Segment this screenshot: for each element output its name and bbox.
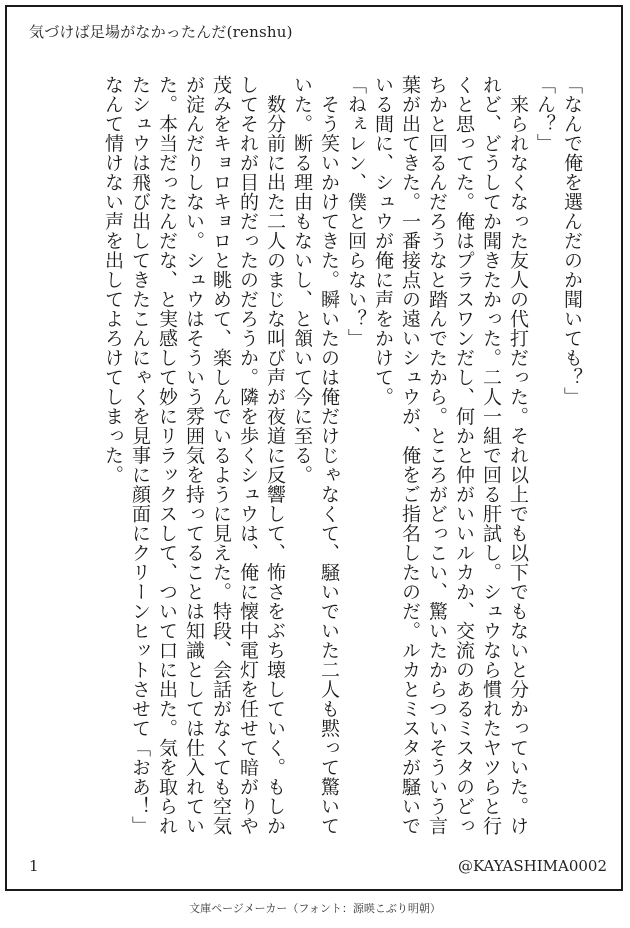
page-title: 気づけば足場がなかったんだ(renshu) [29,23,293,41]
page-number: 1 [29,857,39,875]
paragraph: 「ん？」 [534,75,556,153]
author-handle: @KAYASHIMA0002 [457,857,607,875]
paragraph: 来られなくなった友人の代打だった。それ以上でも以下でもないと分かっていた。けれど、どうしてか聞きたかった。二人一組で回る肝試し。シュウなら慣れたヤツらと行くと思ってた。俺はプラスワンだし、何かと仲がいいルカか、交流のあるミスタのどっちかと回るんだろうなと踏んでたから。ところがどっこい、驚いたからついそういう言葉が出てきた。一番接点の遠いシュウが、俺をご指名したのだ。ルカとミスタが騒いでいる間に、シュウが俺に声をかけて。 [372,75,529,836]
paragraph: 「なんで俺を選んだのか聞いても？」 [561,75,583,407]
paragraph: 「ねぇレン、僕と回らない？」 [345,75,367,348]
generator-credit: 文庫ページメーカー（フォント：源暎こぶり明朝） [189,902,441,915]
novel-body-text [43,75,585,845]
paragraph: そう笑いかけてきた。瞬いたのは俺だけじゃなくて、騒いでいた二人も黙って驚いていた。断る理由もないし、と頷いて今に至る。 [291,75,340,836]
page-frame [5,5,623,891]
paragraph: 数分前に出た二人のまじな叫び声が夜道に反響して、怖さをぶち壊していく。もしかしてそれが目的だったのだろうか。隣を歩くシュウは、俺に懐中電灯を任せて暗がりや茂みをキョロキョロと眺めて、楽しんでいるように見えた。特段、会話がなくても空気が淀んだりしない。シュウはそういう雰囲気を持ってることは知識としては仕入れていた。本当だったんだな、と実感して妙にリラックスして、ついて口に出た。気を取られたシュウは飛び出してきたこんにゃくを見事に顔面にクリーンヒットさせて「おあ！」なんて情けない声を出してよろけてしまった。 [102,75,286,836]
